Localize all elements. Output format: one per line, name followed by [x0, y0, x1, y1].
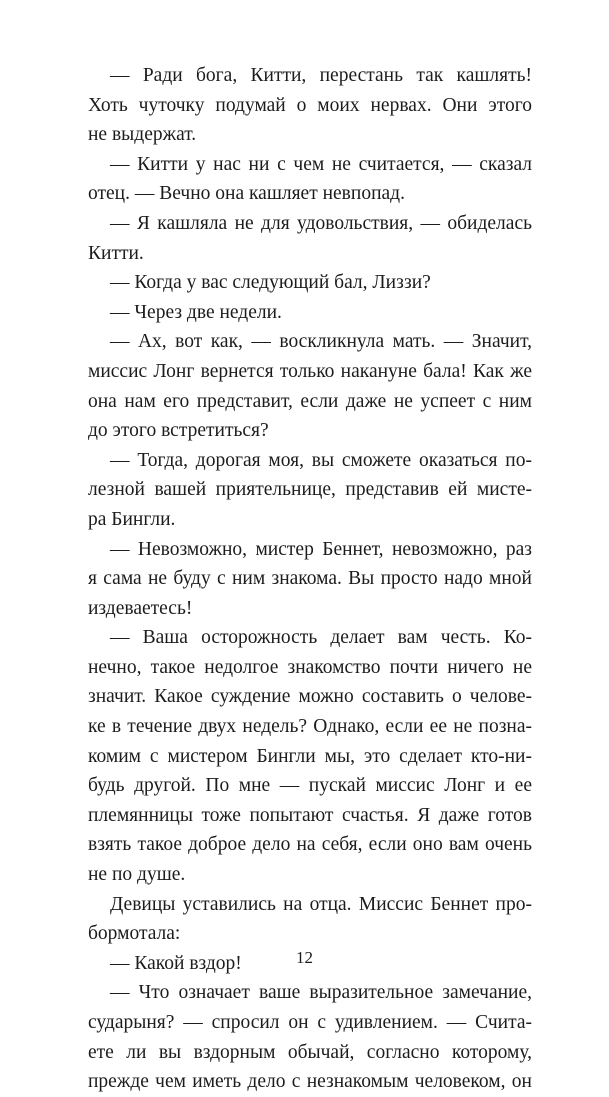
text-line: я сама не буду с ним знакома. Вы просто надо мной: [88, 568, 532, 590]
text-line: не по душе.: [88, 864, 186, 886]
text-line: — Невозможно, мистер Беннет, невозможно, раз: [110, 538, 532, 560]
text-line: не выдержат.: [88, 124, 197, 146]
text-line: отец. — Вечно она кашляет невпопад.: [88, 183, 405, 205]
book-page-text: [88, 61, 532, 1097]
text-line: ке в течение двух недель? Однако, если ее не позна-: [88, 716, 532, 738]
text-line: значит. Какое суждение можно составить о челове-: [88, 686, 532, 708]
text-line: — Я кашляла не для удовольствия, — обиделась: [110, 212, 532, 234]
text-line: племянницы тоже попытают счастья. Я даже готов: [88, 804, 532, 826]
text-line: — Когда у вас следующий бал, Лиззи?: [110, 272, 431, 294]
text-line: ра Бингли.: [88, 508, 176, 530]
text-line: прежде чем иметь дело с незнакомым человеком, он: [88, 1071, 532, 1093]
text-line: Хоть чуточку подумай о моих нервах. Они этого: [88, 94, 532, 116]
text-line: — Какой вздор!: [110, 952, 242, 974]
text-line: — Китти у нас ни с чем не считается, — сказал: [110, 153, 532, 175]
text-line: до этого встретиться?: [88, 420, 269, 442]
text-line: сударыня? — спросил он с удивлением. — Счита-: [88, 1012, 532, 1033]
text-line: — Что означает ваше выразительное замечание,: [110, 982, 532, 1004]
text-line: — Ради бога, Китти, перестань так кашлять!: [110, 65, 532, 86]
text-line: миссис Лонг вернется только накануне бала! Как же: [88, 360, 532, 382]
text-line: — Через две недели.: [110, 301, 282, 323]
text-line: Китти.: [88, 242, 144, 264]
text-line: нечно, такое недолгое знакомство почти ничего не: [88, 656, 532, 678]
page-number: 12: [296, 948, 313, 967]
text-line: издеваетесь!: [88, 597, 193, 619]
text-line: комим с мистером Бингли мы, это сделает кто-ни-: [88, 745, 532, 767]
text-line: — Тогда, дорогая моя, вы сможете оказаться по-: [110, 449, 532, 471]
text-line: будь другой. По мне — пускай миссис Лонг и ее: [88, 775, 532, 797]
text-line: лезной вашей приятельнице, представив ей мисте-: [88, 479, 532, 501]
text-line: взять такое доброе дело на себя, если оно вам очень: [88, 834, 532, 856]
text-line: — Ах, вот как, — воскликнула мать. — Значит,: [110, 331, 532, 353]
text-line: бормотала:: [88, 923, 181, 945]
text-line: она нам его представит, если даже не успеет с ним: [88, 390, 532, 412]
text-line: ете ли вы вздорным обычай, согласно которому,: [88, 1041, 532, 1063]
text-line: — Ваша осторожность делает вам честь. Ко-: [110, 627, 532, 649]
text-line: Девицы уставились на отца. Миссис Беннет про-: [110, 893, 532, 915]
